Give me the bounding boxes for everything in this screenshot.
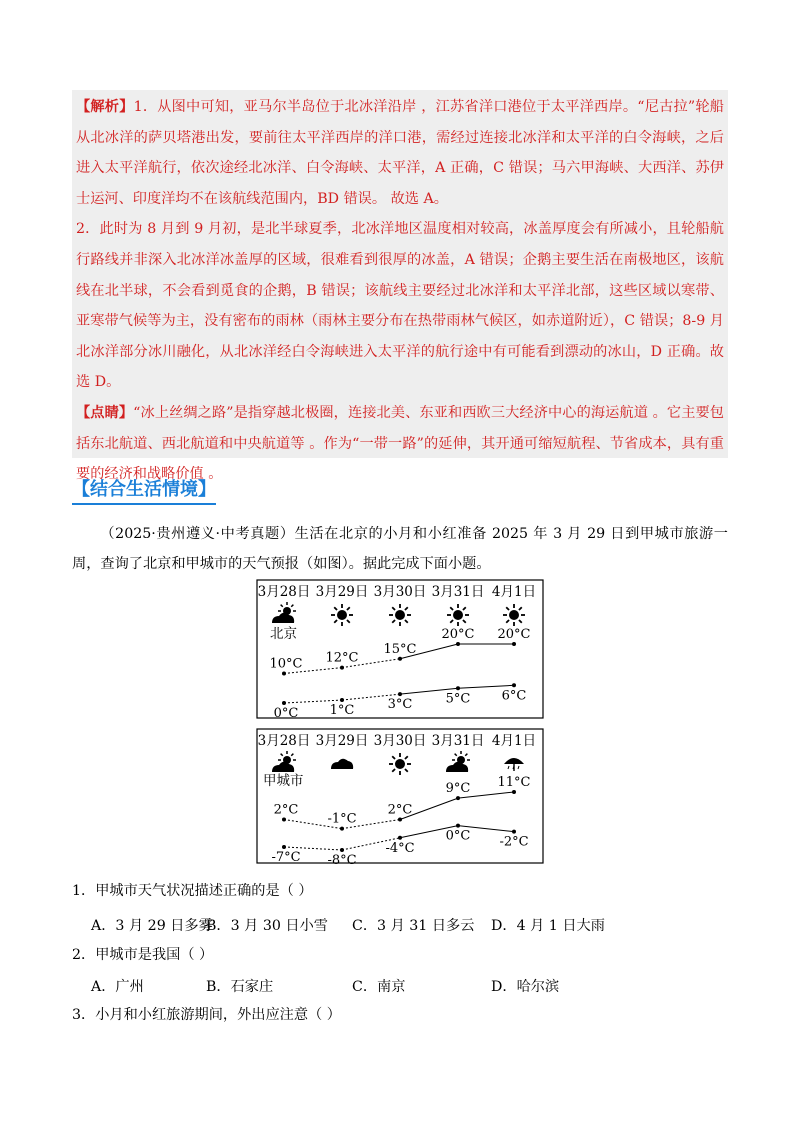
low-temp-point bbox=[456, 824, 460, 828]
date-label: 3月31日 bbox=[431, 733, 485, 749]
cloudy-icon bbox=[331, 759, 353, 769]
q1-option-a: A．3 月 29 日多雾 bbox=[91, 918, 213, 934]
date-label: 3月30日 bbox=[373, 584, 427, 600]
high-temp-label: 2°C bbox=[387, 802, 413, 818]
low-temp-label: 1°C bbox=[329, 703, 355, 719]
high-temp-label: 12°C bbox=[325, 650, 359, 666]
sunny-icon bbox=[389, 753, 411, 775]
sunny-icon bbox=[389, 604, 411, 626]
high-temp-point bbox=[512, 790, 516, 794]
high-temp-label: -1°C bbox=[327, 811, 357, 827]
q1-option-b: B．3 月 30 日小雪 bbox=[206, 918, 328, 934]
date-label: 3月29日 bbox=[315, 733, 369, 749]
high-temp-point bbox=[340, 666, 344, 670]
analysis-paragraph-2: 2．此时为 8 月到 9 月初，是北半球夏季，北冰洋地区温度相对较高，冰盖厚度会有所减小，且轮船航行路线并非深入北冰洋冰盖厚的区域，很难看到很厚的冰盖，A 错误；企鹅主要生活在南极地区，该航线在北半球，不会看到觅食的企鹅，B 错误；该航线主要经过北冰洋和太平洋北部，这些区域以寒带、亚寒带气候等为主，没有密布的雨林（雨林主要分布在热带雨林气候区，如赤道附近），C 错误；8-9 月北冰洋部分冰川融化，从北冰洋经白令海峡进入太平洋的航行途中有可能看到漂动的冰山，D 正确。故选 D。 bbox=[76, 221, 724, 391]
section-title: 【结合生活情境】 bbox=[72, 478, 216, 505]
low-temp-point bbox=[398, 836, 402, 840]
high-temp-label: 2°C bbox=[273, 802, 299, 818]
sunny-icon bbox=[447, 604, 469, 626]
sunny-icon bbox=[503, 604, 525, 626]
high-temp-point bbox=[398, 817, 402, 821]
question-3-stem: 3．小月和小红旅游期间，外出应注意（ ） bbox=[72, 1007, 341, 1023]
low-temp-point bbox=[282, 845, 286, 849]
tips-tag: 【点睛】 bbox=[76, 404, 134, 421]
q1-option-d: D．4 月 1 日大雨 bbox=[491, 918, 605, 934]
high-temp-label: 11°C bbox=[497, 775, 531, 790]
jiacity-weather-chart bbox=[256, 728, 544, 864]
low-temp-label: 0°C bbox=[445, 828, 471, 844]
high-temp-label: 9°C bbox=[445, 781, 471, 797]
question-2-stem: 2．甲城市是我国（ ） bbox=[72, 947, 214, 963]
partly-cloudy-icon bbox=[272, 751, 296, 772]
question-1-stem: 1．甲城市天气状况描述正确的是（ ） bbox=[72, 883, 313, 899]
beijing-weather-chart bbox=[256, 579, 544, 719]
q1-option-c: C．3 月 31 日多云 bbox=[352, 918, 475, 934]
q2-option-a: A．广州 bbox=[91, 979, 144, 995]
high-temp-point bbox=[340, 827, 344, 831]
low-temp-label: 0°C bbox=[273, 706, 299, 719]
date-label: 3月30日 bbox=[373, 733, 427, 749]
low-temp-label: 3°C bbox=[387, 697, 413, 713]
date-label: 3月29日 bbox=[315, 584, 369, 600]
high-temp-point bbox=[398, 657, 402, 661]
date-label: 3月28日 bbox=[257, 584, 311, 600]
date-label: 4月1日 bbox=[491, 733, 537, 749]
low-temp-point bbox=[340, 848, 344, 852]
q2-option-c: C．南京 bbox=[352, 979, 406, 995]
low-temp-label: 6°C bbox=[501, 688, 527, 704]
low-temp-label: -2°C bbox=[499, 834, 529, 850]
city-label: 甲城市 bbox=[263, 773, 304, 789]
high-temp-label: 20°C bbox=[497, 627, 531, 642]
low-temp-label: -8°C bbox=[327, 853, 357, 864]
sunny-icon bbox=[331, 604, 353, 626]
low-temp-point bbox=[398, 692, 402, 696]
city-label: 北京 bbox=[270, 626, 297, 642]
low-temp-label: -4°C bbox=[385, 840, 415, 856]
tips-text: “冰上丝绸之路”是指穿越北极圈，连接北美、东亚和西欧三大经济中心的海运航道 。它主要包括东北航道、西北航道和中央航道等 。作为“一带一路”的延伸，其开通可缩短航程、节省成本，具有重要的经济和战略价值 。 bbox=[76, 404, 724, 483]
analysis-box bbox=[72, 90, 728, 483]
high-temp-label: 10°C bbox=[269, 656, 303, 672]
low-temp-point bbox=[512, 683, 516, 687]
high-temp-label: 20°C bbox=[441, 627, 475, 642]
q2-option-b: B．石家庄 bbox=[206, 979, 274, 995]
high-temp-point bbox=[512, 642, 516, 646]
date-label: 3月31日 bbox=[431, 584, 485, 600]
analysis-paragraph-3 bbox=[76, 398, 724, 490]
q2-option-d: D．哈尔滨 bbox=[491, 979, 560, 995]
partly-cloudy-icon bbox=[272, 602, 296, 623]
low-temp-point bbox=[456, 686, 460, 690]
high-temp-point bbox=[282, 672, 286, 676]
rain-icon bbox=[504, 758, 524, 771]
analysis-text-1: 1．从图中可知，亚马尔半岛位于北冰洋沿岸 ，江苏省洋口港位于太平洋西岸。“尼古拉”轮船从北冰洋的萨贝塔港出发，要前往太平洋西岸的洋口港，需经过连接北冰洋和太平洋的白令海峡，之后进入太平洋航行，依次途经北冰洋、白令海峡、太平洋，A 正确，C 错误；马六甲海峡、大西洋、苏伊士运河、印度洋均不在该航线范围内，BD 错误。 故选 A。 bbox=[76, 99, 724, 207]
low-temp-label: -7°C bbox=[271, 849, 301, 864]
question-intro: （2025·贵州遵义·中考真题）生活在北京的小月和小红准备 2025 年 3 月 29 日到甲城市旅游一周，查询了北京和甲城市的天气预报（如图）。据此完成下面小题。 bbox=[72, 526, 728, 572]
analysis-tag: 【解析】 bbox=[76, 99, 134, 115]
date-label: 3月28日 bbox=[257, 733, 311, 749]
low-temp-point bbox=[340, 698, 344, 702]
low-temp-label: 5°C bbox=[445, 691, 471, 707]
low-temp-point bbox=[512, 830, 516, 834]
high-temp-label: 15°C bbox=[383, 641, 417, 657]
partly-cloudy-icon bbox=[446, 751, 470, 772]
high-temp-point bbox=[456, 642, 460, 646]
high-temp-point bbox=[456, 796, 460, 800]
high-temp-point bbox=[282, 817, 286, 821]
analysis-paragraph-1 bbox=[76, 92, 724, 214]
low-temp-point bbox=[282, 701, 286, 705]
date-label: 4月1日 bbox=[491, 584, 537, 600]
